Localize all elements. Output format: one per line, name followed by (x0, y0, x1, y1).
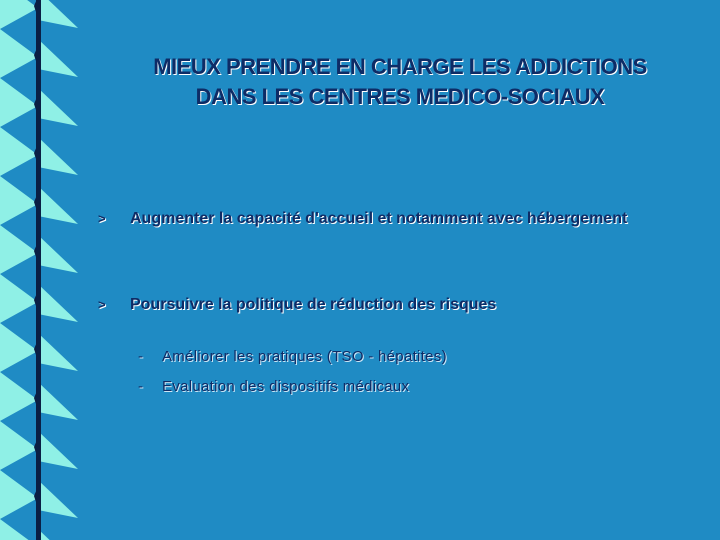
zigzag-left-triangle (0, 421, 38, 470)
zigzag-right-triangle (38, 382, 78, 420)
zigzag-left-triangle (0, 470, 38, 519)
zigzag-left-triangle (0, 0, 38, 29)
zigzag-left-triangle (0, 29, 38, 78)
arrow-bullet-icon: > (98, 297, 106, 312)
zigzag-right-triangle (38, 480, 78, 518)
dash-bullet-icon: - (138, 378, 144, 395)
subbullet-text: Evaluation des dispositifs médicaux (162, 378, 410, 395)
arrow-bullet-icon: > (98, 211, 106, 226)
zigzag-right-triangle (38, 431, 78, 469)
slide-title (110, 52, 690, 112)
zigzag-center-bar (36, 0, 41, 540)
zigzag-left-triangle (0, 323, 38, 372)
bullet-item-risk-reduction (98, 296, 700, 314)
subbullet-text: Améliorer les pratiques (TSO - hépatites) (162, 348, 447, 365)
zigzag-left-triangle (0, 78, 38, 127)
title-line-1: MIEUX PRENDRE EN CHARGE LES ADDICTIONS (153, 54, 647, 79)
bullet-text: Poursuivre la politique de réduction des risques (130, 296, 497, 313)
zigzag-left-triangle (0, 127, 38, 176)
zigzag-right-triangle (38, 333, 78, 371)
zigzag-right-triangle (38, 186, 78, 224)
bullet-item-capacity (98, 210, 700, 228)
zigzag-right-triangle (38, 137, 78, 175)
zigzag-right-triangle (38, 39, 78, 77)
zigzag-right-triangle (38, 529, 78, 540)
title-line-2: DANS LES CENTRES MEDICO-SOCIAUX (195, 84, 605, 109)
zigzag-left-triangle (0, 372, 38, 421)
zigzag-right-triangle (38, 88, 78, 126)
dash-bullet-icon: - (138, 348, 144, 365)
zigzag-right-triangle (38, 235, 78, 273)
bullet-text: Augmenter la capacité d'accueil et notamment avec hébergement (130, 210, 628, 227)
zigzag-right-triangle (38, 284, 78, 322)
subbullet-item-practices (138, 348, 447, 365)
zigzag-left-triangle (0, 225, 38, 274)
zigzag-left-triangle (0, 274, 38, 323)
zigzag-left-triangle (0, 519, 38, 540)
zigzag-right-triangle (38, 0, 78, 28)
zigzag-left-triangle (0, 176, 38, 225)
subbullet-item-devices (138, 378, 409, 395)
decorative-zigzag-border (0, 0, 80, 540)
